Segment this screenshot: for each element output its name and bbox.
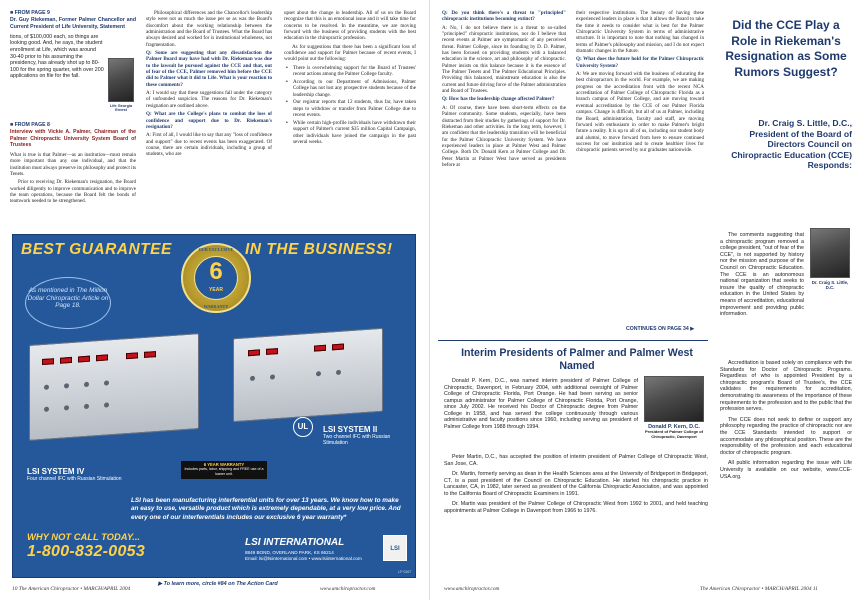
list-item: • While certain high-profile individuals have withdrawn their support of Palmer's current $35 million Capital Campaign, other individuals have joined the campaign in the past several weeks. [284,120,416,145]
seal-year: YEAR [209,287,223,293]
question: Q: Some are suggesting that any dissatisfaction the Palmer Board may have had with Dr. Riekeman was due to the lawsuit he pursued against the CCE and that, out of fear of the CCE, Palmer removed him before the CCE did to Palmer what it did to Life. What is your reaction to these comments? [146,50,272,88]
lsi-contact[interactable]: Email: lsi@lsiinternational.com • www.lsiinternational.com [245,555,362,561]
left-column-2 [146,10,272,160]
warranty-note-title: 6 YEAR WARRANTY [203,462,245,467]
ad-headline-right: IN THE BUSINESS! [245,241,393,258]
right-column-2 [576,10,704,156]
ad-headline-left: BEST GUARANTEE [21,241,172,258]
answer: A: Of course, there have been short-term effects on the Palmer community. Some students, especially, have been distracted from their studies by gatherings of support for Dr. Riekeman and other activities. In the long term, however, I am confident that the leadership transition will be beneficial for the Palmer Chiropractic University System. We have experienced leaders in place at Palmer West and Palmer College. Both Dr. Donald Kern at Palmer College and Dr. Peter Martin at Palmer West have served as presidents before at [442,104,566,168]
seal-number: 6 [209,258,223,285]
answer: A: We are moving forward with the business of educating the best chiropractors in the world. For example, we are making progress on the accreditation front with the recent NCA accreditation of Palmer College of Chiropractic Florida as a branch campus of Palmer College, and are moving toward eventual accreditation by the CCE of our Palmer Florida campus. Change is difficult, but all of us at Palmer, including the Board, administration, faculty and staff, are moving forward with enthusiasm in order to make Palmer's bright future a reality. It is up to all of us, including our student body and alumni, to move forward from here to ensure continued success for our institution and to create healthier lives for chiropractic patients served by our graduates nationwide. [576,71,704,154]
left-footer-url[interactable]: www.amchiropractor.com [320,586,376,592]
list-item: • According to our Department of Admissions, Palmer College has not lost any prospective students because of the leadership change. [284,79,416,98]
seal-bottom-text: WARRANTY [203,304,229,309]
paragraph: What is true is that Palmer—as an institution—must remain more important than any one individual, and that the institution must always preserve its philosophy and protect its Tenets. [10,152,136,178]
continues-link[interactable]: CONTINUES ON PAGE 34 ▶ [626,326,695,332]
paragraph: Philosophical differences and the Chancellor's leadership style were not as much the issue per se as was the Board's discomfort about the working relationship between the administration and the Board of Trustees. What the Board has always desired and worked for is institutional wholeness, not fragmentation. [146,10,272,48]
system-ii-name: LSI SYSTEM II [323,425,378,434]
ad-phone-number[interactable]: 1-800-832-0053 [27,543,146,560]
paragraph: The comments suggesting that a chiropractic program removed a college president, "out of fear of the CCE", is not supported by history nor the mission and purpose of the Council on Chiropractic Education. The CCE is an autonomous national organization that seeks to insure the quality of chiropractic education in the United States by means of accreditation, educational improvement and providing public information. [720,232,804,318]
cce-sidebar-title: Did the CCE Play a Role in Riekeman's Resignation as Some Rumors Suggest? [725,18,847,79]
paragraph: their respective institutions. The beauty of having these experienced leaders in place is that it allows the Board to take the time it needs to consider what is best for the Palmer Chiropractic University System in terms of administrative structure. It is important to note that nothing has changed in terms of Palmer's philosophy and mission, and I do not expect dramatic changes in the future. [576,10,704,55]
riekeman-body: tions, of $100,000 each, so things are looking good. And, he says, the student enrollment at Life, which was around 30-40 prior to his assuming the presidency, has already shot up to 80-100 for the spring quarter, with over 200 applications on file for the fall. [10,33,104,80]
left-page [0,0,429,600]
lsi-logo: LSI [383,535,407,561]
riekeman-kicker: Dr. Guy Riekeman, Former Palmer Chancellor and Current President of Life University, Statement [10,17,136,30]
cce-sidebar-text-bottom [720,360,852,484]
sidebar-palmer-interview [10,122,136,148]
cce-sidebar-text-top [720,232,804,322]
paragraph: Prior to receiving Dr. Riekeman's resignation, the Board worked diligently to improve communication and to improve the team operations, because the Board felt the bonds of teamwork needed to be strengthened. [10,179,136,205]
answer: A: I would say that these suggestions fall under the category of unfounded suspicion. The reasons for Dr. Riekeman's resignation are outlined above. [146,90,272,109]
right-footer: The American Chiropractor • MARCH/APRIL 2004 11 [700,586,818,592]
cce-sidebar-subtitle: Dr. Craig S. Little, D.C., President of the Board of Directors Council on Chiropractic Education (CCE) Responds: [731,118,852,170]
as-mentioned-bubble: As mentioned in The Million Dollar Chiropractic Article on Page 18. [25,277,111,329]
left-column-3 [284,10,416,148]
lsi-address [245,550,362,561]
warranty-seal [181,243,251,313]
system-ii-desc: Two channel IFC with Russian Stimulation [323,434,391,446]
kern-caption-role: President of Palmer College of Chiropractic, Davenport [644,429,703,440]
paragraph: Accreditation is based solely on compliance with the Standards for Doctor of Chiropractic Programs. Regardless of who is appointed President by a chiropractic program's Board of Trustee's, the CCE validates the requirements for accreditation, demonstrating its awareness of the importance of these requirements to the profession and to the public that the profession serves. [720,360,852,413]
right-page [430,0,859,600]
paragraph: As for suggestions that there has been a significant loss of confidence and support for Palmer because of recent events, I would point out the following: [284,43,416,63]
cce-sidebar [710,0,859,590]
lsi-advertisement [12,234,416,578]
lsi-street: 8849 BOND, OVERLAND PARK, KS 66214 [245,550,334,555]
warranty-note-text: Includes parts, labor, shipping and FREE use of a loaner unit. [184,467,264,476]
paragraph: Donald P. Kern, D.C., was named interim president of Palmer College of Chiropractic, Davenport, in February 2004, with additional oversight of Palmer College of Chiropractic Florida, Port Orange. He had been serving as senior campus administrator for Palmer College of Chiropractic Florida, Port Orange, since July 2002. He received his Doctor of Chiropractic degree from Palmer College in 1958, and has served the college continuously through various administrative and faculty positions since 1960, including serving as president of Palmer College from 1988 through 1994. [444,378,638,430]
from-page-8-label: ■ FROM PAGE 8 [10,122,136,128]
kern-photo [644,376,704,422]
system-iv-desc: Four channel IFC with Russian Stimulation [27,476,122,482]
lsi-company-name: LSI INTERNATIONAL [245,537,345,548]
support-bullet-list [284,65,416,146]
right-column-1 [442,10,566,170]
left-column-1 [10,152,136,207]
question: Q: Do you think there's a threat to "principled" chiropractic institutions becoming extinct? [442,10,566,23]
interim-presidents-title: Interim Presidents of Palmer and Palmer West Named [461,347,693,372]
little-photo [810,228,850,278]
question: Q: How has the leadership change affected Palmer? [442,96,555,103]
answer: A: No, I do not believe there is a threat to so-called "principled" chiropractic institutions, nor do I believe that recent events at Palmer are symptomatic of any perceived threat. Palmer College, since its founding by D. D. Palmer, has been focused on providing students with a balanced education in the science, art and philosophy of chiropractic. Palmer insists on this balance because it is the essence of The Palmer Tenets and The Palmer Educational Principles. Providing this balanced, mainstream education is also the current and future driving force of the Palmer administration and Board of Trustees. [442,24,566,95]
kern-caption [642,424,706,440]
lsi-system-ii-device [233,328,383,422]
little-photo-caption: Dr. Craig S. Little, D.C. [811,280,849,291]
right-footer-url[interactable]: www.amchiropractor.com [444,586,500,592]
system-iv-label [27,467,127,482]
ad-code: LP 0107 [398,570,411,574]
answer: A: First of all, I would like to say that any "loss of confidence and support" due to recent events has been exaggerated. Of course, there are certain individuals, including a group of students, who are [146,132,273,158]
call-today-text: WHY NOT CALL TODAY... [27,531,141,542]
paragraph: upset about the change in leadership. All of us on the Board recognize that this is an emotional issue and it will take time for concerns to be resolved. In the meantime, we are moving forward with the business of providing students with the best education in the chiropractic profession. [284,10,416,42]
paragraph: Dr. Martin was president of the Palmer College of Chiropractic West from 1992 to 2001, and held teaching appointments at Palmer College in Davenport from 1966 to 1976. [444,501,708,514]
kern-caption-name: Donald P. Kern, D.C. [648,424,700,430]
sidebar-riekeman-statement [10,10,136,113]
list-item: • Our registrar reports that 12 students, thus far, have taken steps to withdraw or transfer from Palmer College due to recent events. [284,99,416,118]
left-footer: 10 The American Chiropractor • MARCH/APRIL 2004 [12,586,131,592]
warranty-note-box [181,461,267,479]
action-card-note: ▶ To learn more, circle #84 on The Action Card [158,581,278,587]
question: Q: What are the College's plans to combat the loss of confidence and support due to Dr. Riekeman's resignation? [146,111,272,130]
riekeman-photo-caption: Life Georgia Ernest [109,103,133,113]
system-ii-label [323,425,409,446]
palmer-interview-kicker: Interview with Vickie A. Palmer, Chairman of the Palmer Chiropractic University System Board of Trustees [10,129,136,148]
paragraph: All public information regarding the issue with Life University is available on our website, www.CCE-USA.org. [720,460,852,480]
ad-blurb: LSI has been manufacturing interferential units for over 13 years. We know how to make an easy to use, versatile product which is extremely dependable, at a very low price. And every one of our interferentials includes our exclusive 6 year warranty* [131,497,401,521]
from-page-9-label: ■ FROM PAGE 9 [10,10,136,16]
system-iv-name: LSI SYSTEM IV [27,467,85,476]
riekeman-photo [108,58,134,102]
seal-top-text: OUR EXCLUSIVE [198,247,234,252]
lsi-system-iv-device [29,333,199,441]
paragraph: Peter Martin, D.C., has accepted the position of interim president of Palmer College of Chiropractic West, San Jose, CA. [444,454,708,467]
question: Q: What does the future hold for the Palmer Chiropractic University System? [576,56,704,69]
list-item: • There is overwhelming support for the Board of Trustees' recent actions among the Palmer College faculty. [284,65,416,78]
paragraph: The CCE does not seek to define or support any philosophy regarding the practice of chiropractic nor are the CCE Standards intended to support or accommodate any philosophical position. These are the responsibility of the profession and each educational doctor of chiropractic program. [720,416,852,456]
interim-body-top [444,378,638,434]
interim-divider [438,340,708,341]
ul-listed-mark: UL [293,417,313,437]
paragraph: Dr. Martin, formerly serving as dean in the Health Sciences area at the University of Bridgeport in Bridgeport, CT, is a past president of the Council on Chiropractic Education. He started his chiropractic practice in Lancaster, CA, in 1982, later served as president of the California Chiropractic Association, and was appointed to the California Board of Chiropractic Examiners in 1991. [444,471,708,497]
interim-body-bottom [444,454,708,518]
